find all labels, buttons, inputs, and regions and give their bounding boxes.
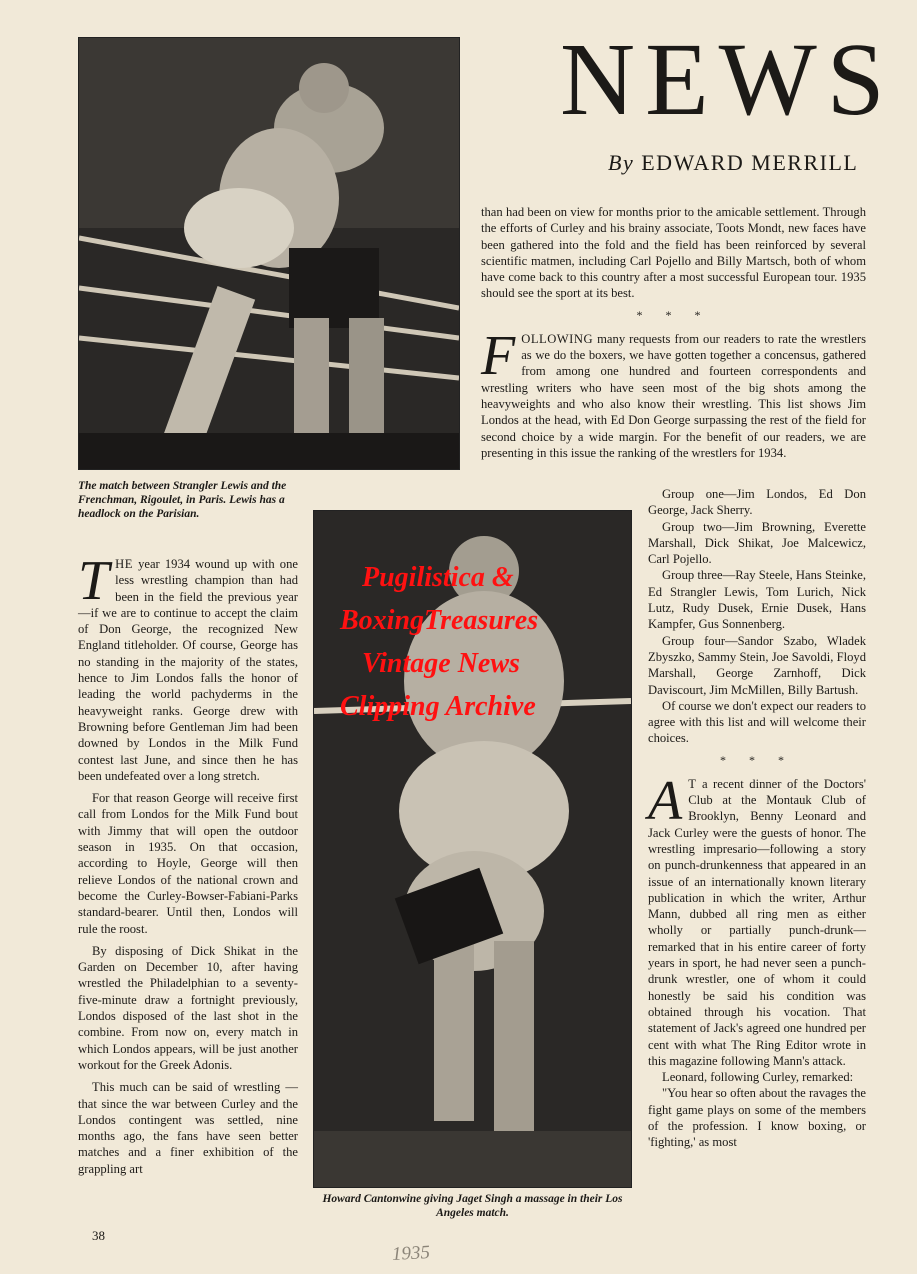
byline-author: EDWARD MERRILL bbox=[641, 150, 859, 175]
watermark-line: Clipping Archive bbox=[340, 691, 536, 722]
section-divider: * * * bbox=[720, 752, 794, 767]
lead-word: OLLOWING bbox=[521, 331, 594, 346]
watermark-line: Vintage News bbox=[362, 648, 520, 679]
page-number: 38 bbox=[92, 1228, 105, 1243]
watermark-line: Pugilistica & bbox=[362, 562, 514, 593]
watermark-line: BoxingTreasures bbox=[340, 605, 539, 636]
drop-cap: T bbox=[78, 550, 110, 612]
byline bbox=[608, 150, 858, 176]
page-title: NEWS bbox=[560, 22, 895, 137]
ranking-group: Group one—Jim Londos, Ed Don George, Jack Sherry. bbox=[648, 487, 866, 518]
photo-lewis-rigoulet bbox=[78, 37, 460, 470]
right-column-lower bbox=[648, 486, 866, 1151]
paragraph-text: many requests from our readers to rate the wrestlers as we do the boxers, we have gotten together a concensus, gathered from among one hundred and fourteen correspondents and wrestling writers who have seen most of the big shots among the heavyweights and who also know their wrestling. This list shows Jim Londos at the head, with Ed Don George surpassing the rest of the field for second choice by a wide margin. For the benefit of our readers, we are presenting in this issue the ranking of the wrestlers for 1934. bbox=[481, 331, 866, 460]
lead-word: T bbox=[688, 776, 697, 791]
article-paragraph bbox=[481, 324, 866, 461]
article-paragraph: "You hear so often about the ravages the fight game plays on some of the members of the profession. I know boxing, or 'fighting,' as most bbox=[648, 1086, 866, 1150]
photo-middle-caption: Howard Cantonwine giving Jaget Singh a massage in their Los Angeles match. bbox=[322, 1193, 623, 1219]
article-paragraph: Leonard, following Curley, remarked: bbox=[662, 1070, 854, 1085]
byline-prefix: By bbox=[608, 150, 635, 175]
photo-top-caption: The match between Strangler Lewis and the Frenchman, Rigoulet, in Paris. Lewis has a headlock on the Parisian. bbox=[78, 480, 287, 520]
watermark bbox=[340, 556, 610, 728]
drop-cap: F bbox=[481, 324, 516, 387]
photo-lewis-rigoulet-image bbox=[79, 38, 459, 469]
ranking-group: Group two—Jim Browning, Everette Marshall, Dick Shikat, Joe Malcewicz, Carl Pojello. bbox=[648, 519, 866, 567]
article-paragraph: than had been on view for months prior to the amicable settlement. Through the efforts of Curley and his brainy associate, Toots Mondt, new faces have been gathered into the fold and the field has been reinforced by several scientific matmen, including Carl Pojello and Billy Martsch, both of whom have come back to this country after a most successful European tour. 1935 should see the sport at its best. bbox=[481, 205, 866, 301]
article-paragraph bbox=[648, 769, 867, 1069]
article-paragraph: By disposing of Dick Shikat in the Garden on December 10, after having wrestled the Philadelphian to a seventy-five-minute draw a fortnight previously, Londos disposed of the last shot in the combine. From now on, every match in which Londos appears, will be just another workout for the Greek Adonis. bbox=[78, 943, 298, 1072]
handwritten-year: 1935 bbox=[391, 1242, 431, 1265]
ranking-group: Group three—Ray Steele, Hans Steinke, Ed Strangler Lewis, Tom Lurich, Nick Lutz, Rudy Dusek, Ernie Dusek, Hans Kampfer, Gus Sonnenberg. bbox=[648, 568, 866, 632]
ranking-group: Group four—Sandor Szabo, Wladek Zbyszko, Sammy Stein, Joe Savoldi, Floyd Marshall, George Zarnhoff, Dick Daviscourt, Jim McMillen, Billy Bartush. bbox=[648, 633, 866, 697]
paragraph-text: a recent dinner of the Doctors' Club at the Montauk Club of Brooklyn, Benny Leonard and Jack Curley were the guests of honor. The wrestling impresario—following a story on punch-drunkenness that appeared in an issue of an internationally known literary publication in which the writer, Arthur Mann, dubbed all ring men as either wholly or partially punch-drunk—remarked that in his entire career of forty years in sport, he had never seen a punch-drunk wrestler, one of whom it could honestly be said his condition was obtained through his vocation. That statement of Jack's agreed one hundred per cent with what The Ring Editor wrote in this magazine following Mann's attack. bbox=[648, 776, 867, 1068]
drop-cap: A bbox=[648, 769, 683, 832]
left-column bbox=[78, 550, 298, 1177]
article-paragraph: For that reason George will receive first call from Londos for the Milk Fund bout with Jimmy that will open the outdoor season in 1935. On that occasion, according to Hoyle, George will then relieve Londos of the national crown and become the Curley-Bowser-Fabiani-Parks standard-bearer. Until then, Londos will rule the roost. bbox=[78, 791, 298, 936]
lead-word: HE bbox=[115, 557, 133, 571]
right-column-upper bbox=[481, 204, 866, 461]
section-divider: * * * bbox=[636, 307, 711, 322]
article-paragraph bbox=[78, 550, 298, 784]
paragraph-text: year 1934 wound up with one less wrestling champion than had been in the field the previous year —if we are to continue to accept the claim of Don George, the recognized New England titleholder. Of course, George has no standing in the majority of the states, hence to Jim Londos falls the honor of leading the world pachyderms in the heavyweight ranks. George drew with Browning before Gentleman Jim had been downed by Londos in the Milk Fund contest last June, and since then he has been undefeated over a long stretch. bbox=[78, 557, 298, 783]
article-paragraph: This much can be said of wrestling —that since the war between Curley and the Londos contingent was settled, nine months ago, the fans have seen better matches and a finer exhibition of the grappling art bbox=[78, 1080, 298, 1176]
ranking-note: Of course we don't expect our readers to agree with this list and will welcome their choices. bbox=[648, 698, 866, 746]
